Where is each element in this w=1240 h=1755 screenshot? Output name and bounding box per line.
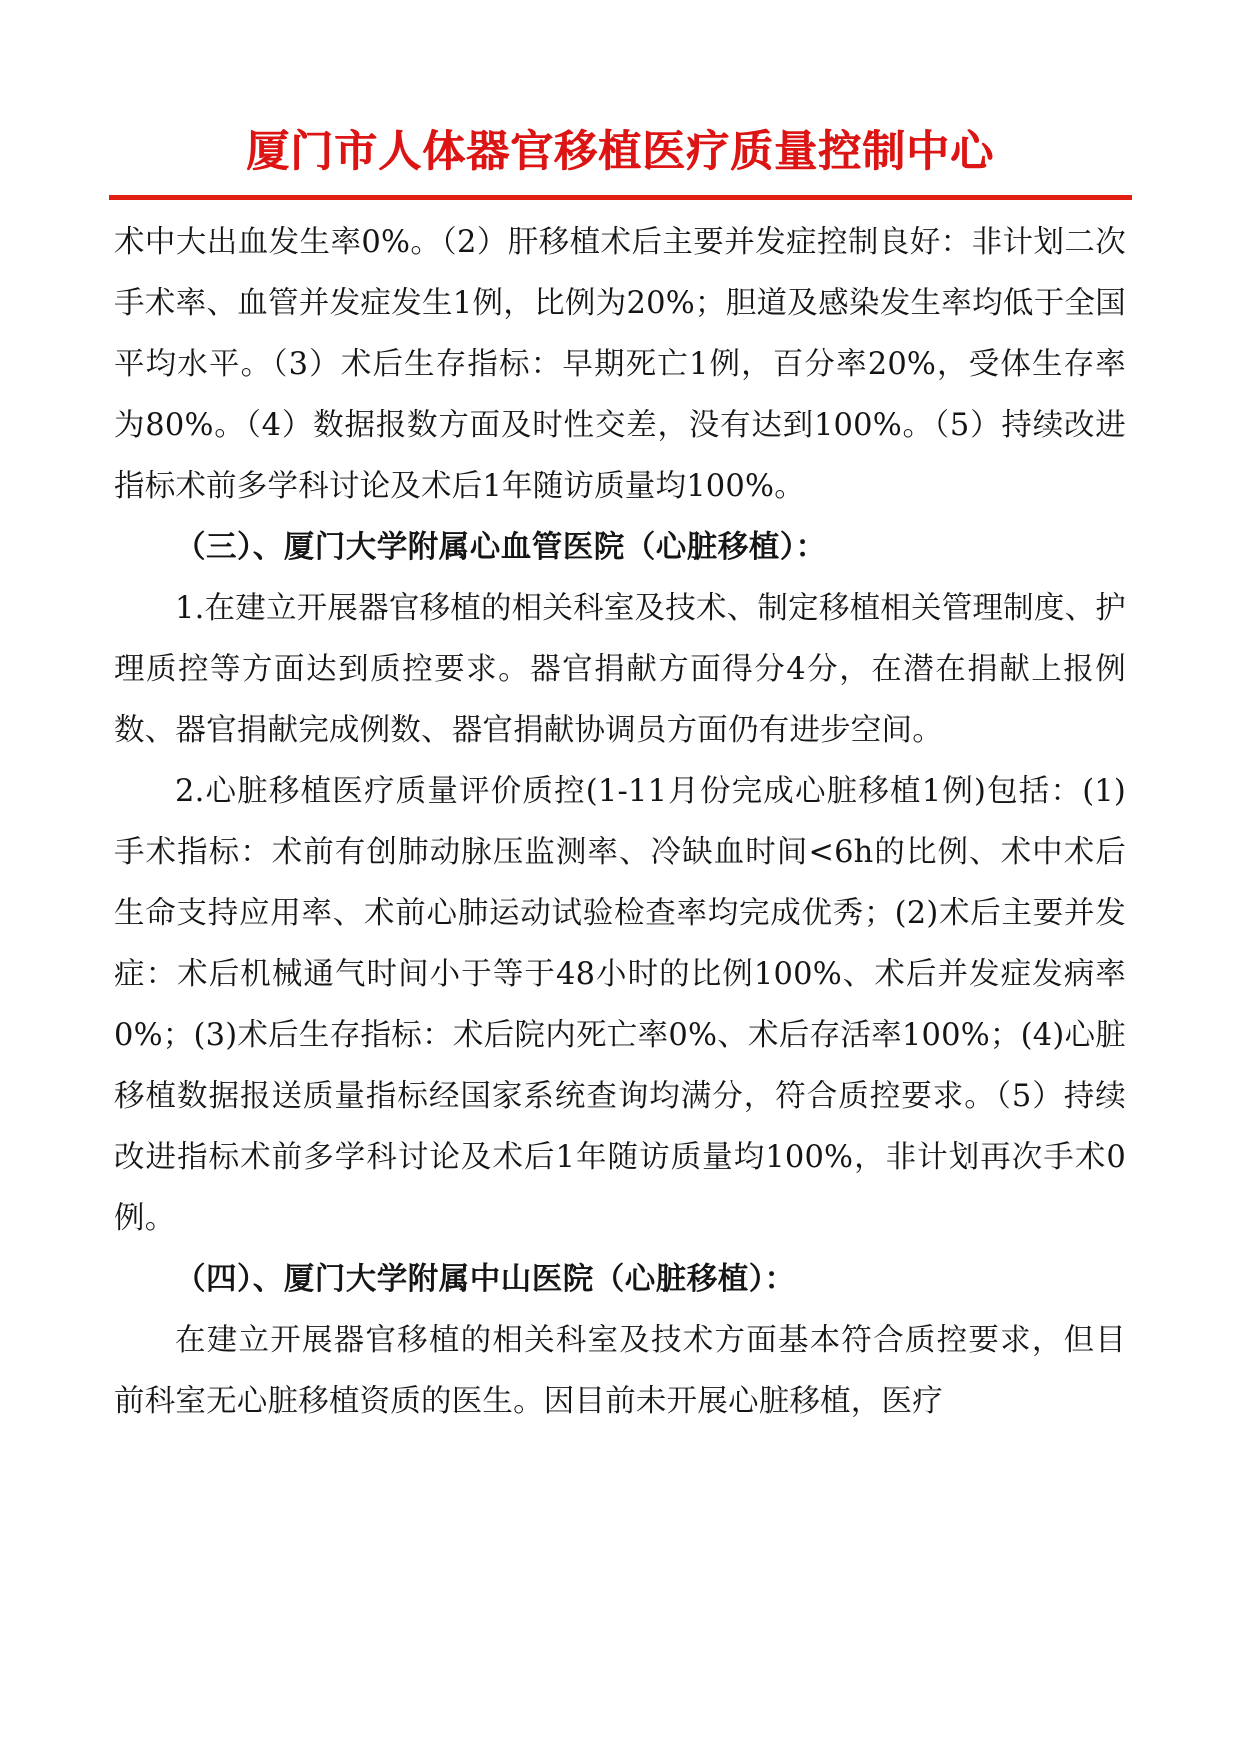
heading-section-four: （四）、厦门大学附属中山医院（心脏移植）：	[175, 1261, 796, 1298]
paragraph-section-three-item-2: 2.心脏移植医疗质量评价质控(1-11月份完成心脏移植1例)包括：(1)手术指标：术前有创肺动脉压监测率、冷缺血时间<6h的比例、术中术后生命支持应用率、术前心肺运动试验检查率均完成优秀；(2)术后主要并发症：术后机械通气时间小于等于48小时的比例100%、术后并发症发病率0%；(3)术后生存指标：术后院内死亡率0%、术后存活率100%；(4)心脏移植数据报送质量指标经国家系统查询均满分，符合质控要求。（5）持续改进指标术前多学科讨论及术后1年随访质量均100%，非计划再次手术0例。	[114, 774, 1126, 1237]
page-title: 厦门市人体器官移植医疗质量控制中心	[246, 127, 994, 177]
heading-section-three: （三）、厦门大学附属心血管医院（心脏移植）：	[175, 529, 827, 566]
document-body	[114, 200, 1126, 1432]
document-header	[0, 0, 1240, 200]
paragraph-section-four-body: 在建立开展器官移植的相关科室及技术方面基本符合质控要求，但目前科室无心脏移植资质的医生。因目前未开展心脏移植，医疗	[114, 1323, 1126, 1420]
paragraph-liver-continued: 术中大出血发生率0%。（2）肝移植术后主要并发症控制良好：非计划二次手术率、血管并发症发生1例，比例为20%；胆道及感染发生率均低于全国平均水平。（3）术后生存指标：早期死亡1例，百分率20%，受体生存率为80%。（4）数据报数方面及时性交差，没有达到100%。（5）持续改进指标术前多学科讨论及术后1年随访质量均100%。	[114, 225, 1126, 505]
paragraph-section-three-item-1: 1.在建立开展器官移植的相关科室及技术、制定移植相关管理制度、护理质控等方面达到质控要求。器官捐献方面得分4分，在潜在捐献上报例数、器官捐献完成例数、器官捐献协调员方面仍有进步空间。	[114, 591, 1126, 749]
